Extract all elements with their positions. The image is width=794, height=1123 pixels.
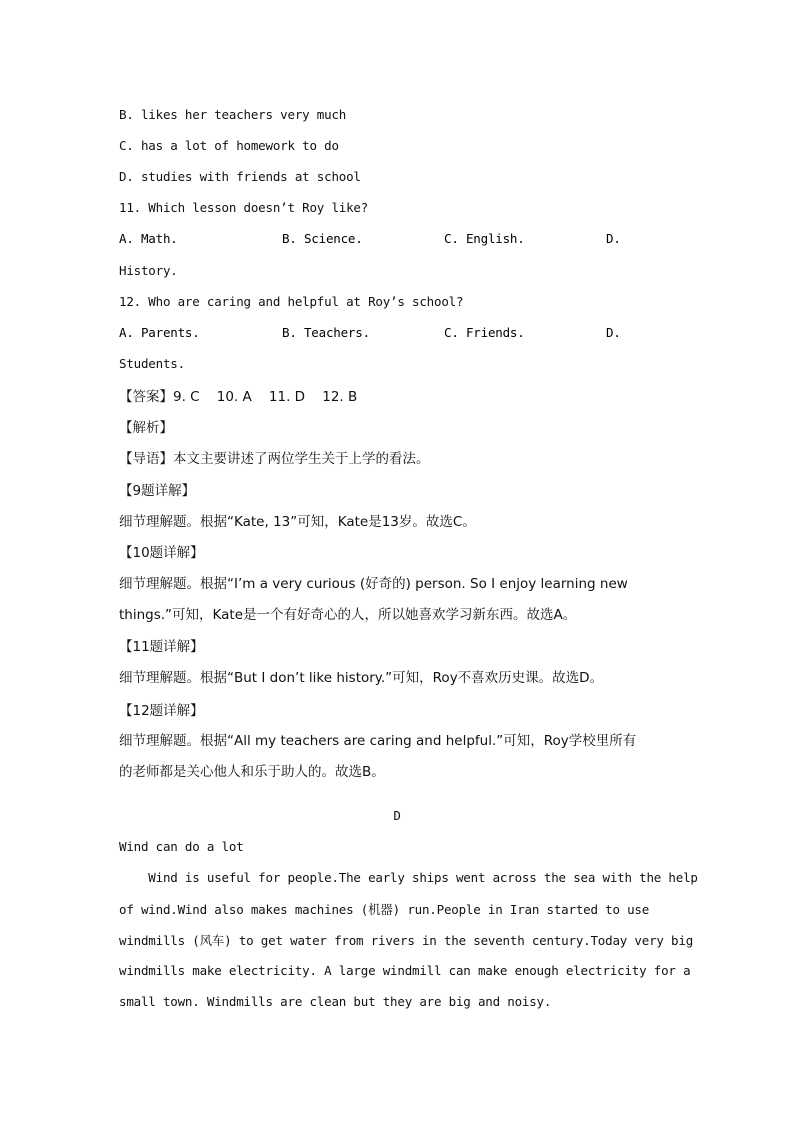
detail-12-line-1: 细节理解题。根据“All my teachers are caring and helpful.”可知，Roy学校里所有 [119, 733, 637, 749]
q11-option-d-wrap: History. [119, 263, 178, 278]
section-letter: D [393, 808, 401, 823]
q12-option-a: A. Parents. [119, 325, 200, 340]
passage-line-4: windmills make electricity. A large windmill can make enough electricity for a [119, 963, 691, 978]
q11-option-a: A. Math. [119, 231, 178, 246]
detail-11-heading: 【11题详解】 [119, 639, 204, 655]
detail-11-line-1: 细节理解题。根据“But I don’t like history.”可知，Roy不喜欢历史课。故选D。 [119, 670, 604, 686]
q11-option-d: D. [606, 231, 621, 246]
passage-line-1: Wind is useful for people.The early ships went across the sea with the help [119, 870, 698, 885]
q10-option-b: B. likes her teachers very much [119, 107, 347, 122]
q10-option-c: C. has a lot of homework to do [119, 138, 339, 153]
detail-10-heading: 【10题详解】 [119, 545, 204, 561]
q12-option-d-wrap: Students. [119, 356, 185, 371]
q12-option-b: B. Teachers. [282, 325, 370, 340]
detail-12-heading: 【12题详解】 [119, 703, 204, 719]
passage-title: Wind can do a lot [119, 839, 244, 854]
analysis-heading: 【解析】 [119, 420, 173, 436]
passage-line-5: small town. Windmills are clean but they are big and noisy. [119, 994, 552, 1009]
detail-10-line-2: things.”可知，Kate是一个有好奇心的人，所以她喜欢学习新东西。故选A。 [119, 607, 577, 623]
detail-12-line-2: 的老师都是关心他人和乐于助人的。故选B。 [119, 764, 385, 780]
intro-line: 【导语】本文主要讲述了两位学生关于上学的看法。 [119, 451, 430, 467]
passage-line-3: windmills (风车) to get water from rivers in the seventh century.Today very big [119, 933, 694, 948]
q11-question: 11. Which lesson doesn’t Roy like? [119, 200, 369, 215]
answer-line: 【答案】9. C 10. A 11. D 12. B [119, 389, 358, 405]
q10-option-d: D. studies with friends at school [119, 169, 361, 184]
q11-option-b: B. Science. [282, 231, 363, 246]
q12-question: 12. Who are caring and helpful at Roy’s school? [119, 294, 464, 309]
detail-9-line-1: 细节理解题。根据“Kate, 13”可知，Kate是13岁。故选C。 [119, 514, 476, 530]
passage-line-2: of wind.Wind also makes machines (机器) run.People in Iran started to use [119, 902, 650, 917]
q12-option-d: D. [606, 325, 621, 340]
q11-option-c: C. English. [444, 231, 525, 246]
detail-10-line-1: 细节理解题。根据“I’m a very curious (好奇的) person. So I enjoy learning new [119, 576, 628, 592]
q12-option-c: C. Friends. [444, 325, 525, 340]
detail-9-heading: 【9题详解】 [119, 483, 196, 499]
